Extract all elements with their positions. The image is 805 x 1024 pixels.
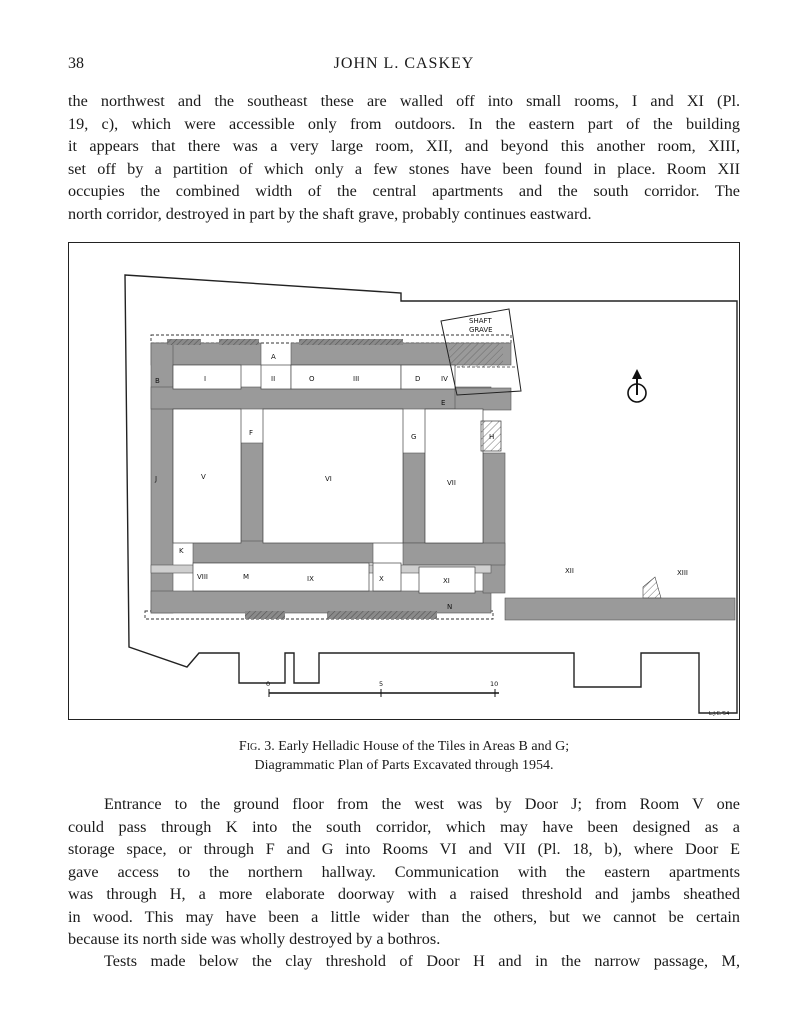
north-arrow-icon bbox=[628, 369, 646, 402]
caption-line-2: Diagrammatic Plan of Parts Excavated through 1954. bbox=[254, 758, 554, 773]
text-line: was through H, a more elaborate doorway with a raised threshold and jambs sheathed bbox=[68, 885, 740, 903]
label-XIII: XIII bbox=[677, 569, 688, 577]
scale-label-5: 5 bbox=[379, 680, 384, 688]
label-II: II bbox=[271, 375, 276, 383]
label-VIII: VIII bbox=[197, 573, 208, 581]
label-M: M bbox=[243, 573, 250, 581]
text-line: gave access to the northern hallway. Communication with the eastern apartments bbox=[68, 862, 740, 881]
label-D: D bbox=[415, 375, 421, 383]
label-H: H bbox=[489, 433, 495, 441]
label-F: F bbox=[249, 429, 254, 437]
text-line: storage space, or through F and G into Rooms VI and VII (Pl. 18, b), where Door E bbox=[68, 840, 740, 858]
label-X: X bbox=[379, 575, 384, 583]
text-line: Entrance to the ground floor from the west was by Door J; from Room V one bbox=[104, 795, 740, 813]
text-line: in wood. This may have been a little wider than the others, but we cannot be certain bbox=[68, 907, 740, 926]
plan-drawing bbox=[69, 243, 739, 719]
caption-line-1 bbox=[68, 737, 740, 756]
label-III: III bbox=[353, 375, 360, 383]
text-line: 19, c), which were accessible only from outdoors. In the eastern part of the building bbox=[68, 114, 740, 133]
label-J: J bbox=[155, 475, 158, 483]
text-line: could pass through K into the south corridor, which may have been designed as a bbox=[68, 817, 740, 836]
page-number: 38 bbox=[68, 55, 84, 72]
scale-label-0: 0 bbox=[266, 680, 271, 688]
label-XI: XI bbox=[443, 577, 450, 585]
xiii-partition bbox=[643, 577, 661, 598]
text-line: set off by a partition of which only a few stones have been found in place. Room XII bbox=[68, 159, 740, 178]
paragraph-entrance bbox=[68, 793, 740, 951]
figure-label: Fig. 3. bbox=[238, 739, 275, 754]
scale-label-10: 10 bbox=[490, 680, 499, 688]
drawing-initials: L.J.C.'54 bbox=[709, 711, 730, 717]
label-grave: GRAVE bbox=[469, 326, 493, 334]
label-VI: VI bbox=[325, 475, 332, 483]
text-line: north corridor, destroyed in part by the shaft grave, probably continues eastward. bbox=[68, 204, 592, 223]
label-G: G bbox=[411, 433, 417, 441]
text-line: it appears that there was a very large room, XII, and beyond this another room, XIII, bbox=[68, 137, 740, 155]
label-I: I bbox=[204, 375, 207, 383]
shaft-grave-hatch bbox=[449, 343, 503, 367]
text-line: the northwest and the southeast these are walled off into small rooms, I and XI (Pl. bbox=[68, 92, 740, 110]
label-B: B bbox=[155, 377, 160, 385]
label-door-O: O bbox=[309, 375, 315, 383]
text-line: because its north side was wholly destroyed by a bothros. bbox=[68, 930, 441, 948]
label-V: V bbox=[201, 473, 206, 481]
figure-plan bbox=[68, 242, 740, 720]
label-K: K bbox=[179, 547, 184, 555]
text-line: Tests made below the clay threshold of Door H and in the narrow passage, M, bbox=[104, 952, 740, 970]
label-IX: IX bbox=[307, 575, 314, 583]
page-header bbox=[68, 55, 740, 77]
paragraph-top bbox=[68, 90, 740, 225]
label-VII: VII bbox=[447, 479, 456, 487]
paragraph-tests bbox=[68, 950, 740, 973]
label-N: N bbox=[447, 603, 453, 611]
label-A: A bbox=[271, 353, 276, 361]
label-XII: XII bbox=[565, 567, 574, 575]
text-line: occupies the combined width of the central apartments and the south corridor. The bbox=[68, 182, 740, 200]
label-IV: IV bbox=[441, 375, 448, 383]
caption-text-1: Early Helladic House of the Tiles in Areas B and G; bbox=[278, 739, 570, 754]
label-E: E bbox=[441, 399, 446, 407]
running-head: JOHN L. CASKEY bbox=[333, 55, 475, 72]
label-shaft: SHAFT bbox=[469, 317, 492, 325]
